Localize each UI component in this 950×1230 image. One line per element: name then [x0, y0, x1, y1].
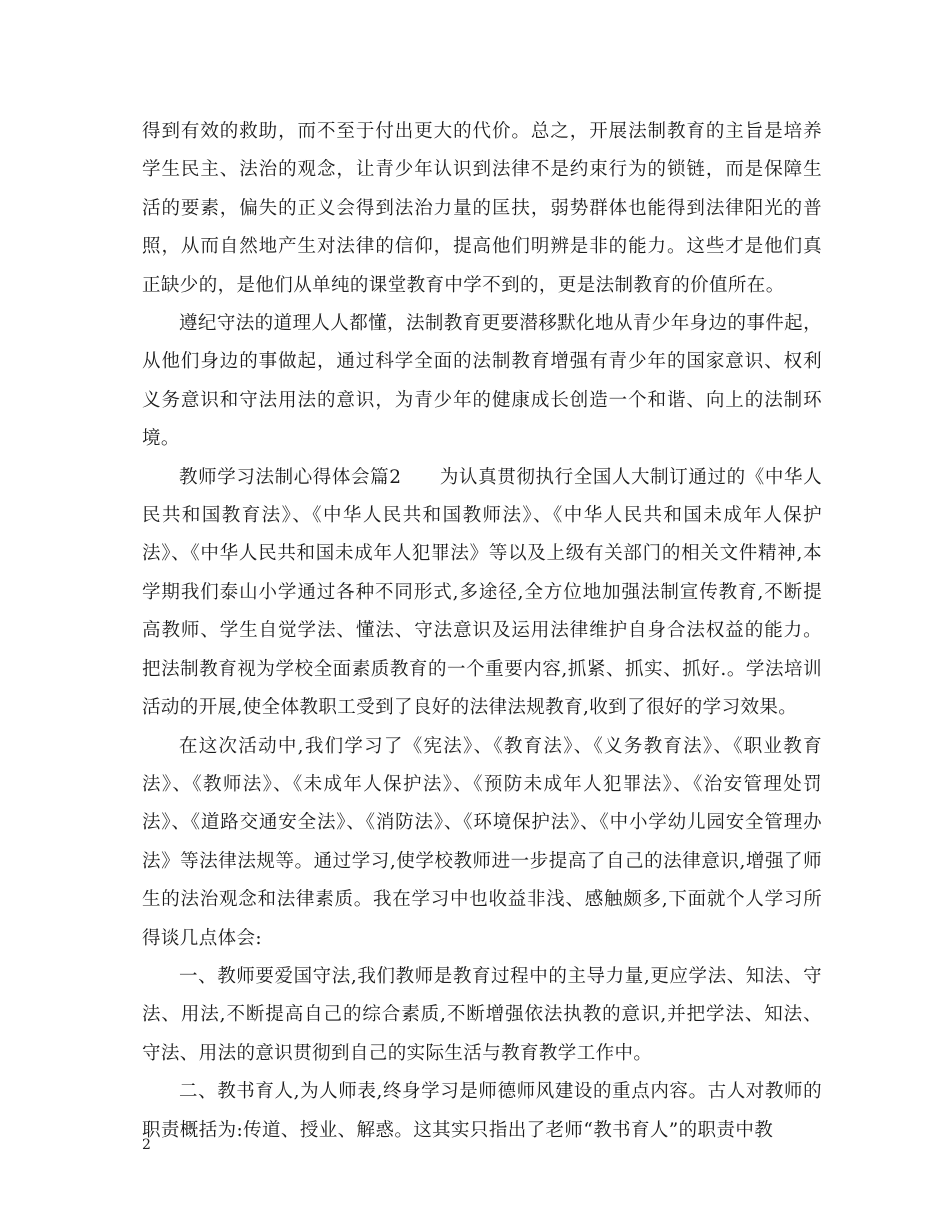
- paragraph-laws-studied: 在这次活动中,我们学习了《宪法》、《教育法》、《义务教育法》、《职业教育法》、《教师法》、《未成年人保护法》、《预防未成年人犯罪法》、《治安管理处罚法》、《道路交通安全法》、《消防法》、《环境保护法》、《中小学幼儿园安全管理办法》等法律法规等。通过学习,使学校教师进一步提高了自己的法律意识,增强了师生的法治观念和法律素质。我在学习中也收益非浅、感触颇多,下面就个人学习所得谈几点体会:: [142, 735, 822, 949]
- paragraph-continuation: 得到有效的救助，而不至于付出更大的代价。总之，开展法制教育的主旨是培养学生民主、法治的观念，让青少年认识到法律不是约束行为的锁链，而是保障生活的要素，偏失的正义会得到法治力量的匡扶，弱势群体也能得到法律阳光的普照，从而自然地产生对法律的信仰，提高他们明辨是非的能力。这些才是他们真正缺少的，是他们从单纯的课堂教育中学不到的，更是法制教育的价值所在。: [142, 121, 822, 296]
- document-body: [142, 113, 822, 1150]
- paragraph-article-2-intro: 教师学习法制心得体会篇2 为认真贯彻执行全国人大制订通过的《中华人民共和国教育法》、《中华人民共和国教师法》、《中华人民共和国未成年人保护法》、《中华人民共和国未成年人犯罪法》等以及上级有关部门的相关文件精神,本学期我们泰山小学通过各种不同形式,多途径,全方位地加强法制宣传教育,不断提高教师、学生自觉学法、懂法、守法意识及运用法律维护自身合法权益的能力。把法制教育视为学校全面素质教育的一个重要内容,抓紧、抓实、抓好.。学法培训活动的开展,使全体教职工受到了良好的法律法规教育,收到了很好的学习效果。: [142, 466, 822, 719]
- page-number: 2: [142, 1137, 151, 1153]
- paragraph-point-two: 二、教书育人,为人师表,终身学习是师德师风建设的重点内容。古人对教师的职责概括为:传道、授业、解惑。这其实只指出了老师“教书育人”的职责中教: [142, 1081, 822, 1141]
- paragraph-law-abiding: 遵纪守法的道理人人都懂，法制教育更要潜移默化地从青少年身边的事件起，从他们身边的事做起，通过科学全面的法制教育增强有青少年的国家意识、权利义务意识和守法用法的意识，为青少年的健康成长创造一个和谐、向上的法制环境。: [142, 313, 822, 450]
- paragraph-point-one: 一、教师要爱国守法,我们教师是教育过程中的主导力量,更应学法、知法、守法、用法,不断提高自己的综合素质,不断增强依法执教的意识,并把学法、知法、守法、用法的意识贯彻到自己的实际生活与教育教学工作中。: [142, 965, 822, 1064]
